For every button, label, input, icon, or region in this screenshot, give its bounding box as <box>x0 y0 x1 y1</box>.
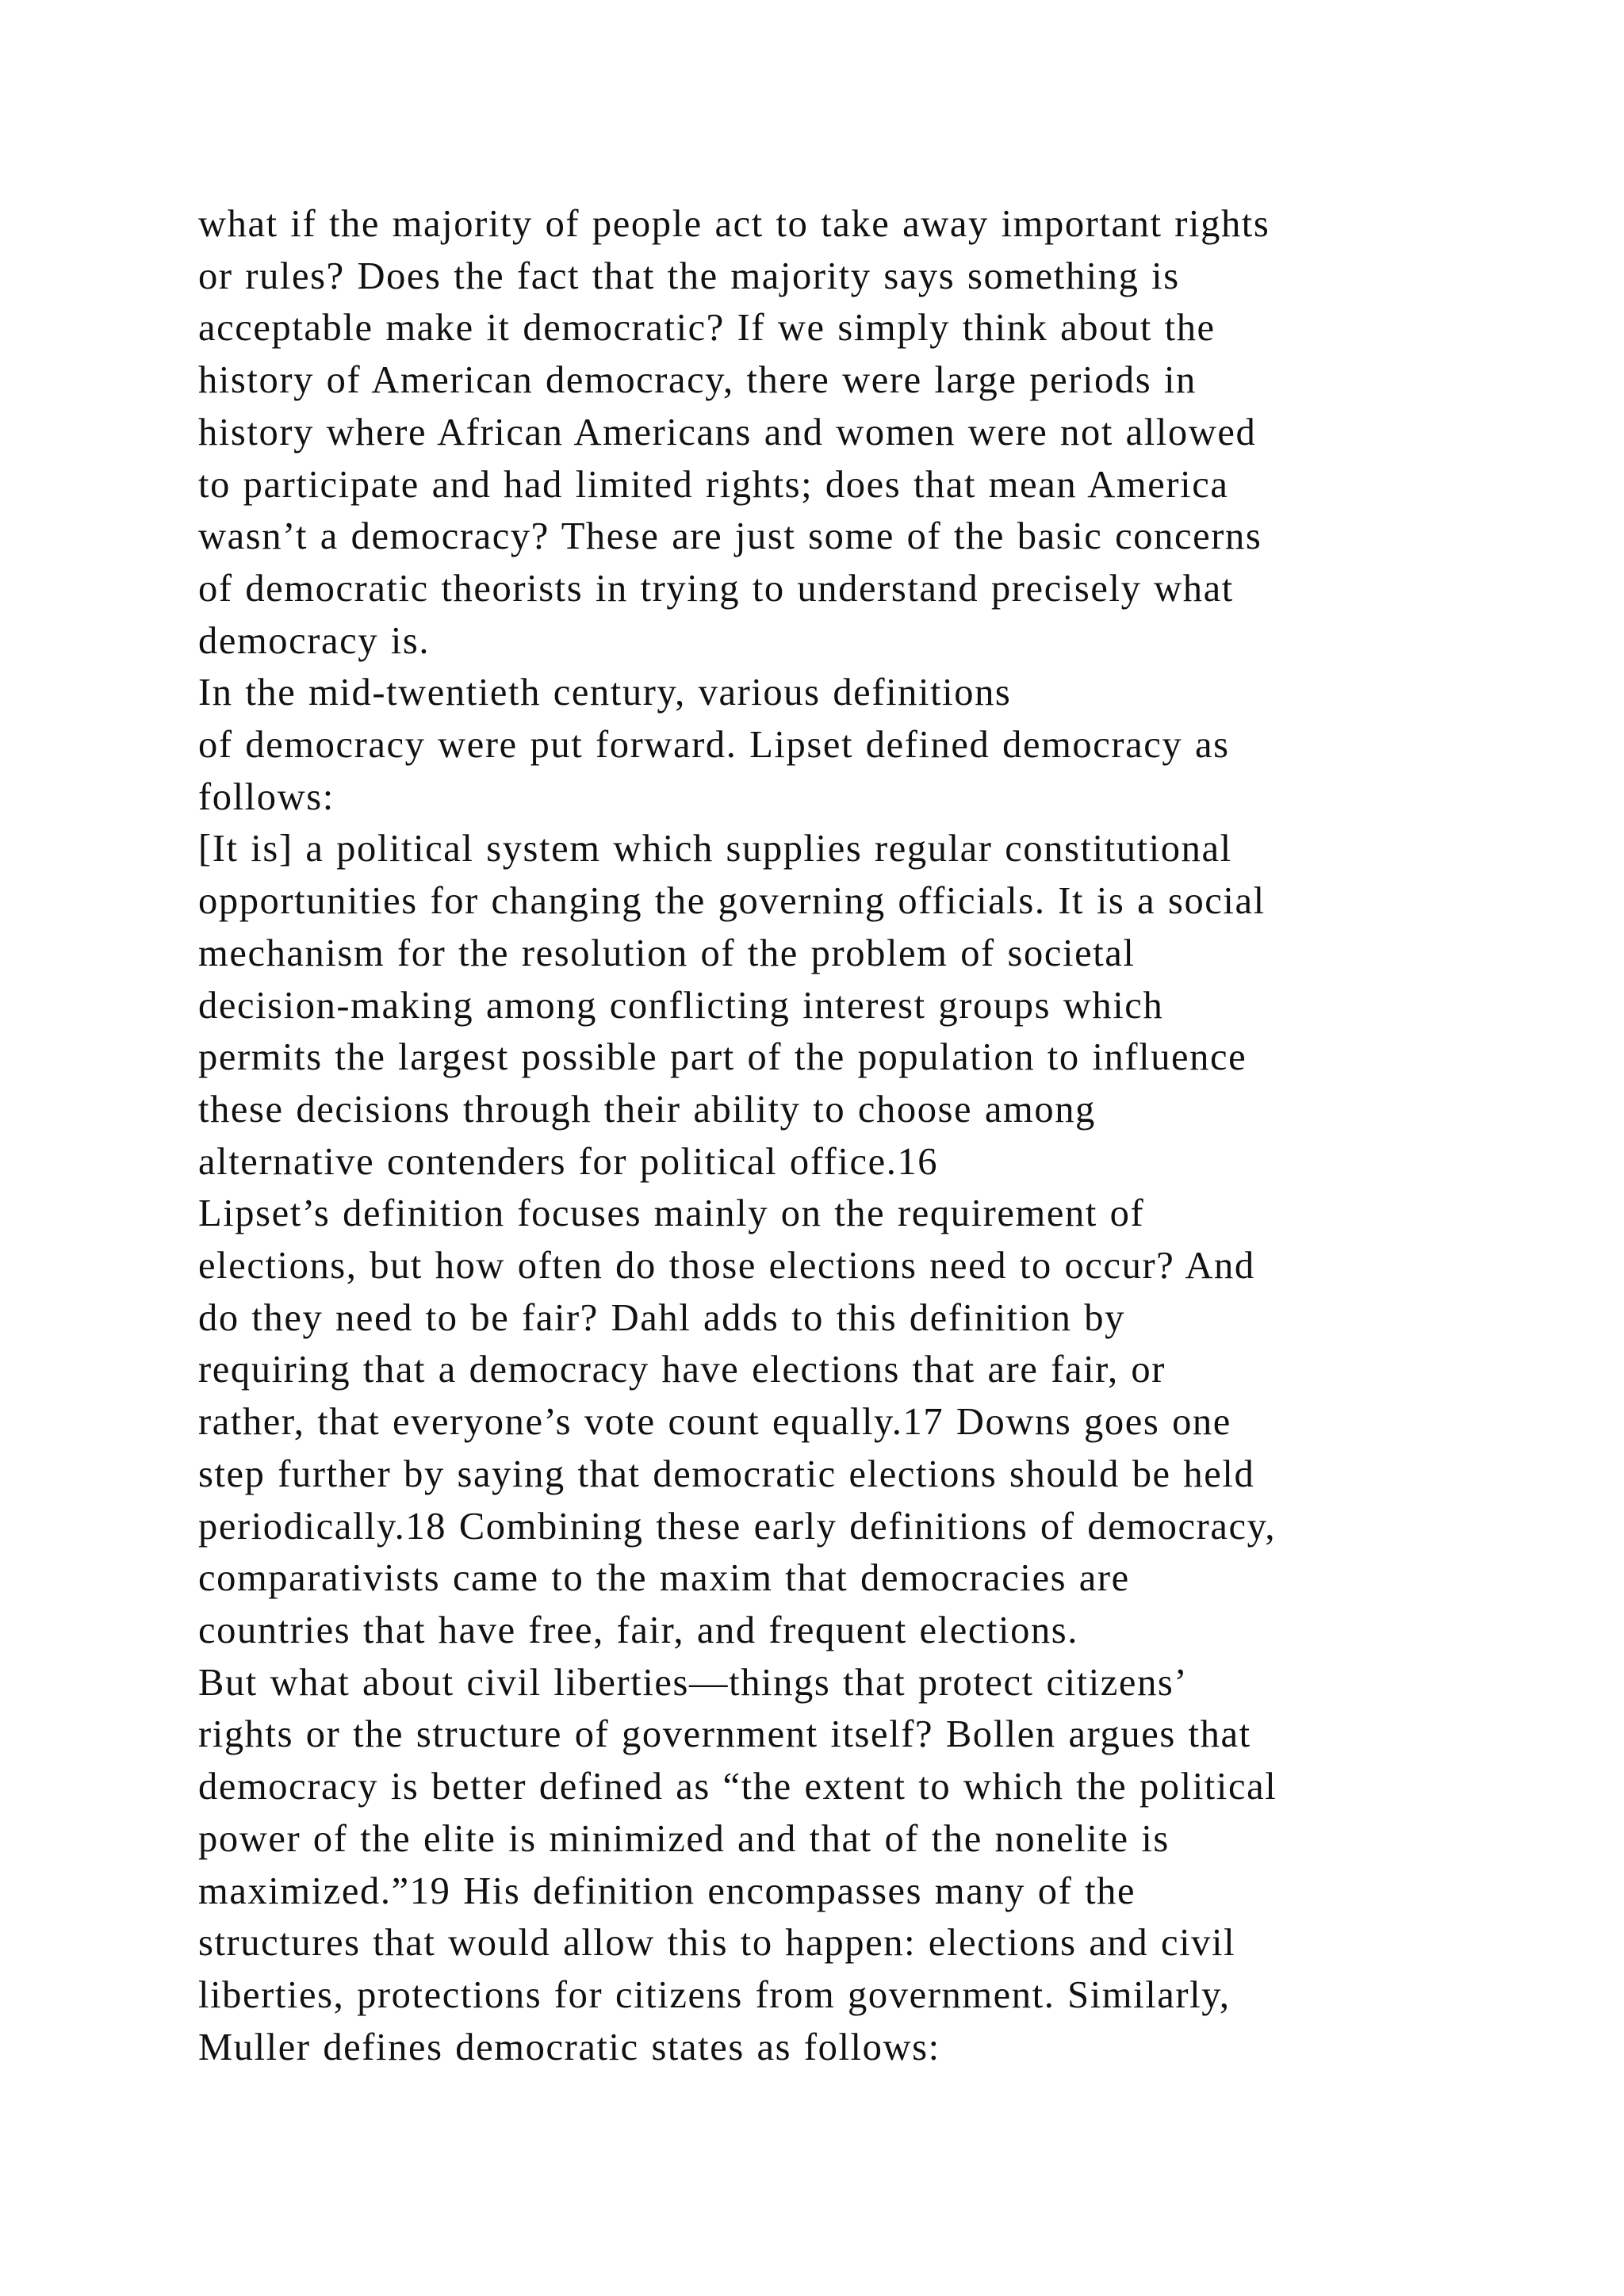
text-line: rights or the structure of government itself? Bollen argues that <box>198 1713 1251 1756</box>
text-line: maximized.”19 His definition encompasses many of the <box>198 1869 1136 1912</box>
body-text <box>198 198 1507 2073</box>
text-line: liberties, protections for citizens from government. Similarly, <box>198 1973 1231 2016</box>
text-line: democracy is better defined as “the extent to which the political <box>198 1766 1277 1808</box>
text-line: history where African Americans and women were not allowed <box>198 411 1257 453</box>
text-line: follows: <box>198 775 335 818</box>
text-line: or rules? Does the fact that the majority says something is <box>198 254 1180 297</box>
text-line: But what about civil liberties—things that protect citizens’ <box>198 1661 1189 1704</box>
text-line: comparativists came to the maxim that democracies are <box>198 1557 1130 1600</box>
text-line: history of American democracy, there were large periods in <box>198 359 1197 402</box>
text-line: these decisions through their ability to choose among <box>198 1088 1096 1131</box>
text-line: do they need to be fair? Dahl adds to this definition by <box>198 1296 1125 1339</box>
text-line: acceptable make it democratic? If we simply think about the <box>198 307 1216 350</box>
text-line: elections, but how often do those elections need to occur? And <box>198 1245 1255 1288</box>
text-line: requiring that a democracy have elections that are fair, or <box>198 1349 1166 1391</box>
text-line: opportunities for changing the governing officials. It is a social <box>198 880 1266 923</box>
text-line: countries that have free, fair, and frequent elections. <box>198 1609 1079 1651</box>
text-line: step further by saying that democratic elections should be held <box>198 1452 1255 1495</box>
text-line: Muller defines democratic states as follows: <box>198 2026 940 2068</box>
text-line: alternative contenders for political office.16 <box>198 1140 939 1183</box>
text-line: what if the majority of people act to take away important rights <box>198 203 1270 245</box>
text-line: periodically.18 Combining these early definitions of democracy, <box>198 1505 1277 1548</box>
text-line: to participate and had limited rights; does that mean America <box>198 463 1229 506</box>
text-line: In the mid-twentieth century, various definitions <box>198 672 1012 714</box>
text-line: structures that would allow this to happen: elections and civil <box>198 1922 1236 1965</box>
text-line: permits the largest possible part of the population to influence <box>198 1036 1247 1079</box>
text-line: [It is] a political system which supplies regular constitutional <box>198 828 1232 871</box>
text-line: of democratic theorists in trying to understand precisely what <box>198 567 1234 610</box>
text-line: of democracy were put forward. Lipset defined democracy as <box>198 724 1230 767</box>
text-line: rather, that everyone’s vote count equally.17 Downs goes one <box>198 1401 1231 1444</box>
text-line: Lipset’s definition focuses mainly on the requirement of <box>198 1192 1145 1235</box>
text-line: democracy is. <box>198 619 431 662</box>
text-line: decision-making among conflicting interest groups which <box>198 984 1164 1027</box>
text-line: mechanism for the resolution of the problem of societal <box>198 932 1136 974</box>
text-line: wasn’t a democracy? These are just some of the basic concerns <box>198 515 1262 558</box>
text-line: power of the elite is minimized and that of the nonelite is <box>198 1817 1170 1860</box>
